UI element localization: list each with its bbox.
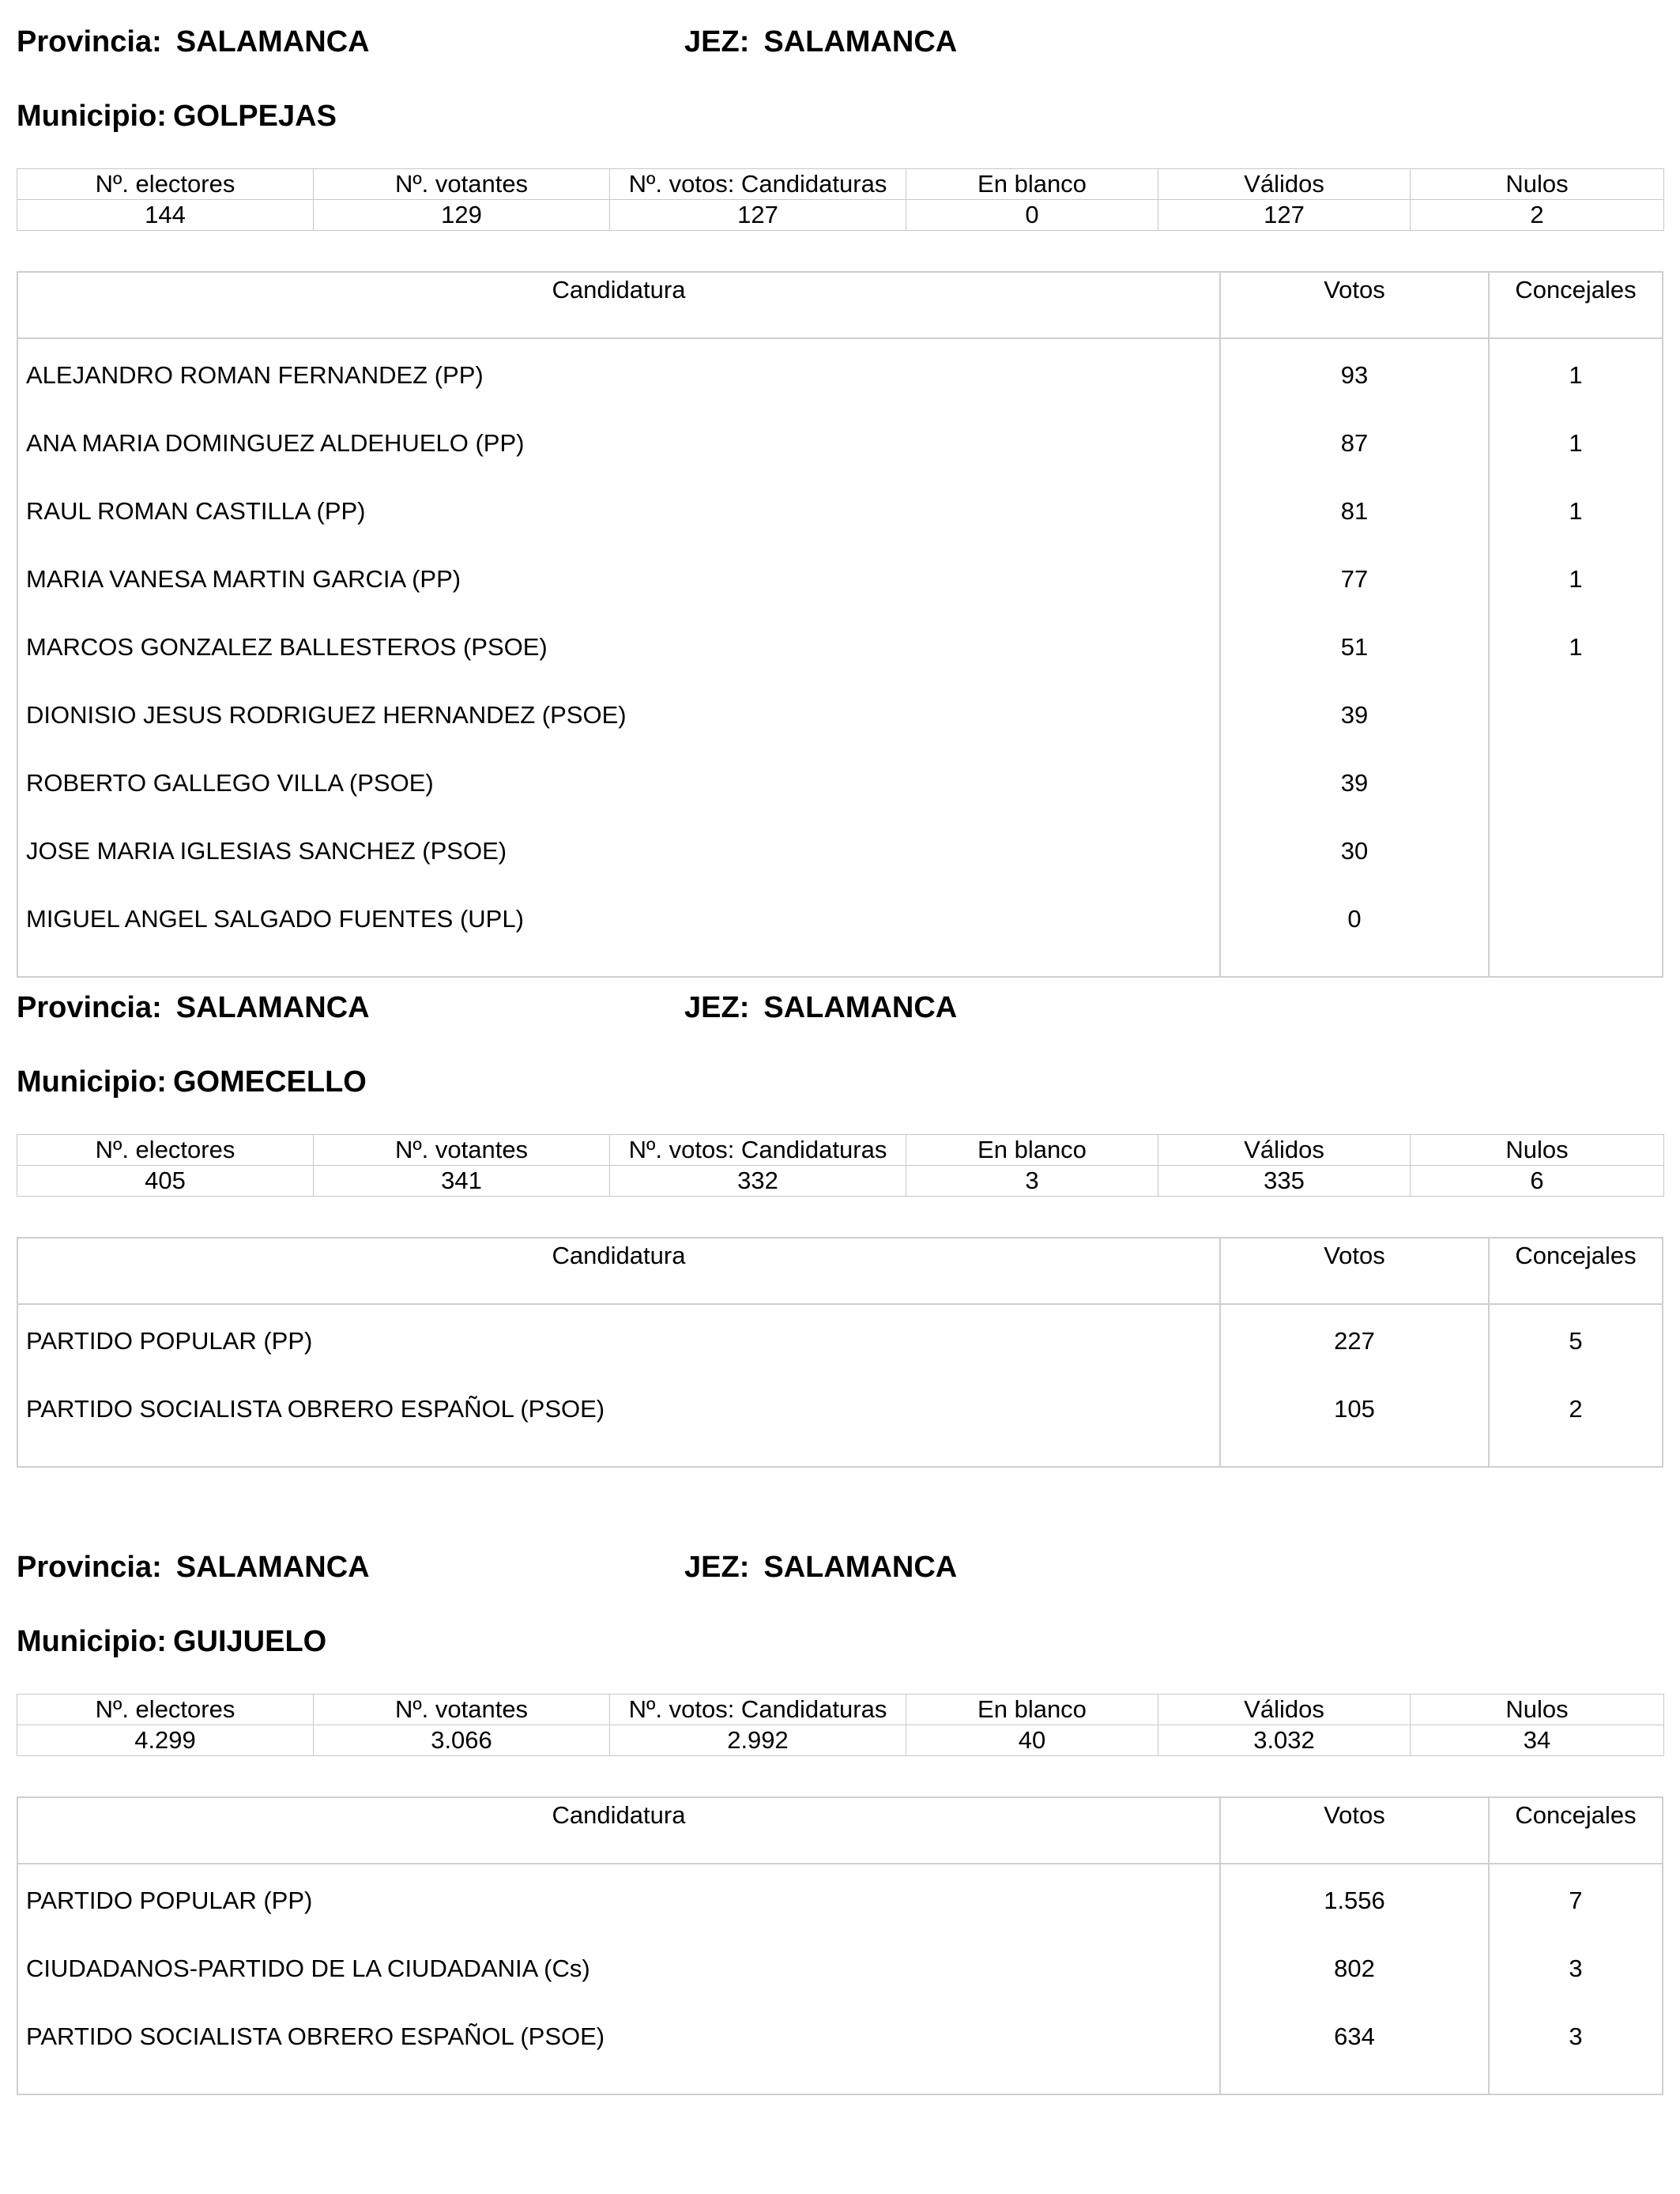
- jez-header: [684, 988, 957, 1027]
- stats-value-votos-candidaturas: 127: [610, 200, 906, 231]
- votos-value: 802: [1334, 1955, 1375, 1982]
- municipio-value: GOMECELLO: [172, 1065, 367, 1099]
- concejales-value: 1: [1569, 429, 1583, 457]
- stats-value-validos: 3.032: [1158, 1725, 1411, 1756]
- provincia-value: SALAMANCA: [175, 991, 370, 1024]
- stats-value-validos: 127: [1158, 200, 1411, 231]
- provincia-label: Provincia:: [17, 1551, 162, 1584]
- votos-value: 51: [1340, 633, 1369, 661]
- stats-header-electores: Nº. electores: [17, 1695, 314, 1725]
- header-votos: Votos: [1219, 1238, 1488, 1303]
- stats-value-votos-candidaturas: 2.992: [610, 1725, 906, 1756]
- votos-value: 81: [1340, 497, 1369, 525]
- concejales-value: 3: [1569, 2022, 1583, 2050]
- stats-header-nulos: Nulos: [1411, 169, 1664, 200]
- concejales-value: [1490, 902, 1662, 970]
- concejales-column: [1488, 339, 1662, 976]
- municipio-label: Municipio:: [17, 100, 167, 133]
- stats-value-row: [17, 200, 1664, 231]
- municipio-value: GOLPEJAS: [172, 100, 337, 133]
- votos-column: [1219, 1305, 1488, 1466]
- candidaturas-header-row: [18, 1238, 1662, 1305]
- stats-header-validos: Válidos: [1158, 1135, 1411, 1166]
- header-candidatura: Candidatura: [552, 1801, 686, 1829]
- provincia-header: [17, 22, 370, 62]
- candidatura-name: PARTIDO SOCIALISTA OBRERO ESPAÑOL (PSOE): [26, 1395, 605, 1423]
- stats-header-electores: Nº. electores: [17, 1135, 314, 1166]
- votos-value: 87: [1340, 429, 1369, 457]
- candidatura-name: PARTIDO POPULAR (PP): [26, 1327, 313, 1355]
- votos-value: 634: [1334, 2022, 1375, 2050]
- candidatura-name: MIGUEL ANGEL SALGADO FUENTES (UPL): [26, 905, 524, 933]
- stats-value-nulos: 6: [1411, 1166, 1664, 1197]
- jez-header: [684, 22, 957, 62]
- stats-header-en-blanco: En blanco: [906, 169, 1158, 200]
- stats-table: [17, 168, 1664, 231]
- stats-value-nulos: 34: [1411, 1725, 1664, 1756]
- header-concejales: Concejales: [1488, 1238, 1662, 1303]
- candidatura-name: ANA MARIA DOMINGUEZ ALDEHUELO (PP): [26, 429, 525, 457]
- municipio-header: [17, 96, 337, 136]
- stats-value-en-blanco: 0: [906, 200, 1158, 231]
- candidatura-name: RAUL ROMAN CASTILLA (PP): [26, 497, 366, 525]
- municipio-value: GUIJUELO: [172, 1625, 327, 1658]
- stats-table: [17, 1694, 1664, 1756]
- provincia-value: SALAMANCA: [175, 1551, 370, 1584]
- candidaturas-table: [17, 1237, 1663, 1468]
- concejales-value: 2: [1569, 1395, 1583, 1423]
- concejales-column: [1488, 1305, 1662, 1466]
- stats-header-votantes: Nº. votantes: [314, 169, 610, 200]
- header-candidatura: Candidatura: [552, 1242, 686, 1269]
- header-candidatura: Candidatura: [552, 276, 686, 303]
- municipio-label: Municipio:: [17, 1625, 167, 1658]
- stats-value-nulos: 2: [1411, 200, 1664, 231]
- concejales-value: [1490, 766, 1662, 834]
- jez-value: SALAMANCA: [763, 25, 958, 58]
- candidatura-name: DIONISIO JESUS RODRIGUEZ HERNANDEZ (PSOE): [26, 701, 627, 729]
- stats-table: [17, 1134, 1664, 1197]
- jez-header: [684, 1547, 957, 1587]
- stats-header-nulos: Nulos: [1411, 1695, 1664, 1725]
- jez-label: JEZ:: [684, 1551, 750, 1584]
- stats-header-votantes: Nº. votantes: [314, 1135, 610, 1166]
- jez-label: JEZ:: [684, 991, 750, 1024]
- candidatura-name: MARIA VANESA MARTIN GARCIA (PP): [26, 565, 461, 593]
- stats-value-row: [17, 1166, 1664, 1197]
- stats-value-validos: 335: [1158, 1166, 1411, 1197]
- stats-header-row: [17, 169, 1664, 200]
- concejales-value: [1490, 834, 1662, 902]
- jez-label: JEZ:: [684, 25, 750, 58]
- stats-header-electores: Nº. electores: [17, 169, 314, 200]
- concejales-value: 7: [1569, 1887, 1583, 1914]
- stats-header-nulos: Nulos: [1411, 1135, 1664, 1166]
- candidatura-name: ROBERTO GALLEGO VILLA (PSOE): [26, 769, 434, 797]
- provincia-label: Provincia:: [17, 991, 162, 1024]
- header-concejales: Concejales: [1488, 1798, 1662, 1863]
- candidatura-name: ALEJANDRO ROMAN FERNANDEZ (PP): [26, 361, 484, 389]
- stats-value-electores: 405: [17, 1166, 314, 1197]
- votos-value: 227: [1334, 1327, 1375, 1355]
- stats-value-votantes: 341: [314, 1166, 610, 1197]
- header-votos: Votos: [1219, 273, 1488, 337]
- stats-value-en-blanco: 3: [906, 1166, 1158, 1197]
- candidatura-name: MARCOS GONZALEZ BALLESTEROS (PSOE): [26, 633, 548, 661]
- concejales-value: 1: [1569, 497, 1583, 525]
- stats-header-votos-candidaturas: Nº. votos: Candidaturas: [610, 1135, 906, 1166]
- candidatura-column: [18, 339, 1219, 976]
- votos-value: 77: [1340, 565, 1369, 593]
- municipio-header: [17, 1062, 367, 1102]
- municipio-label: Municipio:: [17, 1065, 167, 1099]
- candidaturas-header-row: [18, 273, 1662, 339]
- votos-value: 1.556: [1324, 1887, 1385, 1914]
- concejales-column: [1488, 1864, 1662, 2094]
- concejales-value: 1: [1569, 361, 1583, 389]
- candidaturas-table: [17, 1796, 1663, 2095]
- votos-column: [1219, 339, 1488, 976]
- stats-header-en-blanco: En blanco: [906, 1135, 1158, 1166]
- candidatura-name: PARTIDO POPULAR (PP): [26, 1887, 313, 1914]
- stats-header-en-blanco: En blanco: [906, 1695, 1158, 1725]
- stats-value-en-blanco: 40: [906, 1725, 1158, 1756]
- votos-column: [1219, 1864, 1488, 2094]
- header-votos: Votos: [1219, 1798, 1488, 1863]
- votos-value: 93: [1340, 361, 1369, 389]
- candidatura-column: [18, 1305, 1219, 1466]
- provincia-label: Provincia:: [17, 25, 162, 58]
- jez-value: SALAMANCA: [763, 1551, 958, 1584]
- candidaturas-table: [17, 271, 1663, 978]
- candidatura-name: PARTIDO SOCIALISTA OBRERO ESPAÑOL (PSOE): [26, 2022, 605, 2050]
- provincia-header: [17, 1547, 370, 1587]
- concejales-value: 3: [1569, 1955, 1583, 1982]
- votos-value: 30: [1340, 837, 1369, 865]
- stats-value-electores: 4.299: [17, 1725, 314, 1756]
- concejales-value: 5: [1569, 1327, 1583, 1355]
- votos-value: 105: [1334, 1395, 1375, 1423]
- jez-value: SALAMANCA: [763, 991, 958, 1024]
- stats-header-votantes: Nº. votantes: [314, 1695, 610, 1725]
- stats-value-votantes: 129: [314, 200, 610, 231]
- stats-header-validos: Válidos: [1158, 1695, 1411, 1725]
- concejales-value: [1490, 698, 1662, 766]
- candidatura-name: JOSE MARIA IGLESIAS SANCHEZ (PSOE): [26, 837, 507, 865]
- concejales-value: 1: [1569, 565, 1583, 593]
- votos-value: 0: [1347, 905, 1362, 933]
- stats-value-row: [17, 1725, 1664, 1756]
- stats-value-votos-candidaturas: 332: [610, 1166, 906, 1197]
- stats-value-votantes: 3.066: [314, 1725, 610, 1756]
- stats-header-votos-candidaturas: Nº. votos: Candidaturas: [610, 169, 906, 200]
- municipio-header: [17, 1622, 326, 1661]
- candidatura-name: CIUDADANOS-PARTIDO DE LA CIUDADANIA (Cs): [26, 1955, 590, 1982]
- stats-header-votos-candidaturas: Nº. votos: Candidaturas: [610, 1695, 906, 1725]
- stats-header-validos: Válidos: [1158, 169, 1411, 200]
- candidaturas-header-row: [18, 1798, 1662, 1864]
- provincia-header: [17, 988, 370, 1027]
- concejales-value: 1: [1569, 633, 1583, 661]
- provincia-value: SALAMANCA: [175, 25, 370, 58]
- votos-value: 39: [1340, 769, 1369, 797]
- header-concejales: Concejales: [1488, 273, 1662, 337]
- stats-header-row: [17, 1695, 1664, 1725]
- votos-value: 39: [1340, 701, 1369, 729]
- stats-header-row: [17, 1135, 1664, 1166]
- candidatura-column: [18, 1864, 1219, 2094]
- stats-value-electores: 144: [17, 200, 314, 231]
